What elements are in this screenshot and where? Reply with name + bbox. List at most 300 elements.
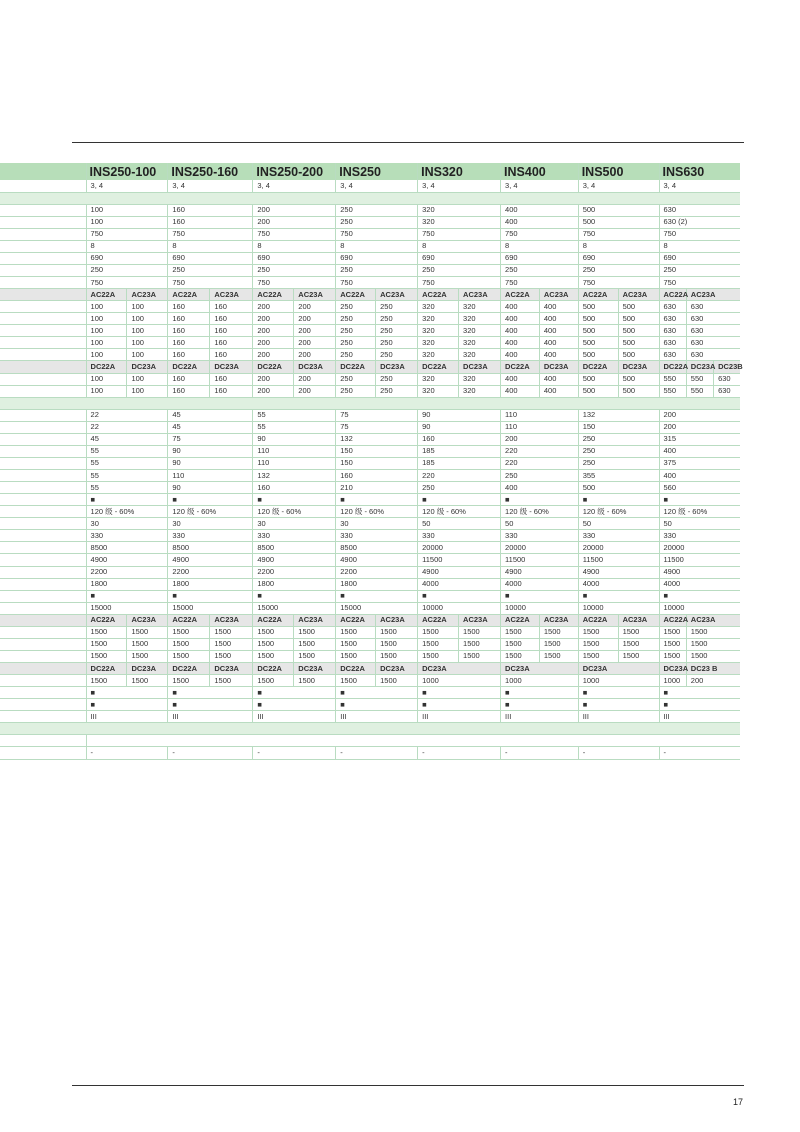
table-cell: 750 bbox=[168, 277, 253, 289]
table-cell: 330 bbox=[578, 530, 659, 542]
table-cell: 1500 bbox=[253, 638, 294, 650]
table-cell: 55 bbox=[253, 409, 336, 421]
table-cell: 160 bbox=[168, 216, 253, 228]
table-cell: 315 bbox=[659, 433, 740, 445]
table-header bbox=[0, 163, 740, 180]
table-cell: 100 bbox=[86, 313, 127, 325]
table-cell: 8 bbox=[418, 240, 501, 252]
table-cell: 375 bbox=[659, 457, 740, 469]
table-cell: 1500 bbox=[210, 626, 253, 638]
table-row bbox=[0, 554, 740, 566]
table-cell: 400 bbox=[501, 313, 540, 325]
table-cell: 110 bbox=[253, 445, 336, 457]
row-label bbox=[0, 506, 86, 518]
table-cell: 200 bbox=[253, 313, 294, 325]
top-rule bbox=[72, 142, 744, 143]
table-cell: 250 bbox=[376, 325, 418, 337]
row-label bbox=[0, 650, 86, 662]
page-number: 17 bbox=[732, 1097, 743, 1107]
table-cell: AC23A bbox=[539, 289, 578, 301]
table-cell: 750 bbox=[501, 228, 579, 240]
row-label bbox=[0, 421, 86, 433]
table-cell: 250 bbox=[86, 264, 168, 276]
table-cell: 250 bbox=[336, 349, 376, 361]
table-row bbox=[0, 518, 740, 530]
table-cell: AC22A bbox=[501, 289, 540, 301]
row-label bbox=[0, 180, 86, 192]
table-cell: 132 bbox=[578, 409, 659, 421]
model-header: INS630 bbox=[659, 163, 740, 180]
table-cell: 100 bbox=[127, 373, 168, 385]
table-cell: 200 bbox=[659, 409, 740, 421]
table-cell: DC23A bbox=[501, 663, 579, 675]
table-cell: 120 级 - 60% bbox=[659, 506, 740, 518]
table-cell: DC22A bbox=[418, 361, 459, 373]
table-cell: AC23A bbox=[127, 614, 168, 626]
section-band bbox=[0, 192, 740, 204]
table-cell: AC22A bbox=[336, 614, 376, 626]
table-cell: ■ bbox=[168, 699, 253, 711]
table-cell: DC22A bbox=[168, 361, 210, 373]
table-cell: 15000 bbox=[253, 602, 336, 614]
table-cell: III bbox=[501, 711, 579, 723]
row-label bbox=[0, 626, 86, 638]
row-label bbox=[0, 228, 86, 240]
table-cell: 1500 bbox=[336, 650, 376, 662]
table-cell: 400 bbox=[501, 482, 579, 494]
row-label bbox=[0, 204, 86, 216]
table-cell: 210 bbox=[336, 482, 418, 494]
table-cell: 500 bbox=[618, 373, 659, 385]
table-cell: 320 bbox=[459, 325, 501, 337]
table-cell: 500 bbox=[618, 385, 659, 397]
table-cell: 320 bbox=[418, 325, 459, 337]
table-cell: AC23A bbox=[376, 289, 418, 301]
table-cell: 4000 bbox=[501, 578, 579, 590]
table-cell: 11500 bbox=[578, 554, 659, 566]
row-label bbox=[0, 301, 86, 313]
table-cell: DC22A bbox=[336, 663, 376, 675]
table-cell: 8500 bbox=[168, 542, 253, 554]
table-cell: 10000 bbox=[418, 602, 501, 614]
table-cell: 50 bbox=[418, 518, 501, 530]
table-cell: 1500 bbox=[418, 638, 459, 650]
table-cell: 1500 bbox=[539, 650, 578, 662]
table-cell: DC23A bbox=[127, 663, 168, 675]
table-cell: 400 bbox=[501, 216, 579, 228]
table-row bbox=[0, 506, 740, 518]
table-cell: 250 bbox=[253, 264, 336, 276]
table-cell: ■ bbox=[659, 699, 740, 711]
table-cell: 500 bbox=[618, 325, 659, 337]
table-cell: 4900 bbox=[336, 554, 418, 566]
table-cell: III bbox=[168, 711, 253, 723]
table-cell: 160 bbox=[210, 325, 253, 337]
table-cell: ■ bbox=[659, 494, 740, 506]
table-cell: 1500 bbox=[578, 638, 618, 650]
table-cell: 1500 bbox=[686, 638, 740, 650]
table-cell: 750 bbox=[501, 277, 579, 289]
table-cell: 220 bbox=[501, 445, 579, 457]
table-cell: 630 bbox=[714, 373, 740, 385]
table-cell: 120 级 - 60% bbox=[86, 506, 168, 518]
table-cell: 45 bbox=[168, 421, 253, 433]
row-label bbox=[0, 578, 86, 590]
table-cell: 250 bbox=[336, 264, 418, 276]
table-cell: DC23B bbox=[714, 361, 740, 373]
table-cell: 200 bbox=[294, 349, 336, 361]
table-cell: 630 bbox=[686, 337, 740, 349]
row-label bbox=[0, 163, 86, 180]
table-cell: AC23A bbox=[686, 289, 740, 301]
table-cell: DC23A bbox=[376, 361, 418, 373]
table-cell: 90 bbox=[168, 482, 253, 494]
table-cell: 690 bbox=[86, 252, 168, 264]
table-cell: 200 bbox=[253, 349, 294, 361]
table-cell: 1500 bbox=[168, 626, 210, 638]
table-row bbox=[0, 337, 740, 349]
table-cell: AC23A bbox=[459, 614, 501, 626]
table-cell: ■ bbox=[418, 590, 501, 602]
table-cell: 320 bbox=[418, 385, 459, 397]
table-cell: 200 bbox=[253, 325, 294, 337]
row-label bbox=[0, 289, 86, 301]
row-label bbox=[0, 264, 86, 276]
table-cell: 11500 bbox=[659, 554, 740, 566]
table-cell: 250 bbox=[659, 264, 740, 276]
row-label bbox=[0, 252, 86, 264]
table-cell: 250 bbox=[418, 264, 501, 276]
table-cell: III bbox=[253, 711, 336, 723]
table-cell: 1500 bbox=[86, 626, 127, 638]
table-cell: 45 bbox=[86, 433, 168, 445]
table-cell: 1500 bbox=[210, 650, 253, 662]
table-cell: 1500 bbox=[210, 675, 253, 687]
table-cell: 55 bbox=[86, 482, 168, 494]
row-label bbox=[0, 590, 86, 602]
table-cell: 550 bbox=[686, 385, 713, 397]
table-cell: 160 bbox=[210, 313, 253, 325]
table-cell: 90 bbox=[418, 421, 501, 433]
row-label bbox=[0, 240, 86, 252]
table-cell: 1800 bbox=[86, 578, 168, 590]
table-cell: 1500 bbox=[459, 638, 501, 650]
table-cell: 200 bbox=[253, 385, 294, 397]
table-cell: 690 bbox=[168, 252, 253, 264]
table-row bbox=[0, 204, 740, 216]
table-cell: AC22A bbox=[86, 289, 127, 301]
table-cell: 330 bbox=[659, 530, 740, 542]
table-row bbox=[0, 735, 740, 747]
table-cell: 630 bbox=[659, 301, 686, 313]
table-cell: 4000 bbox=[659, 578, 740, 590]
table-cell: 11500 bbox=[501, 554, 579, 566]
table-cell: 1500 bbox=[659, 626, 686, 638]
table-cell: 250 bbox=[501, 264, 579, 276]
table-cell: 200 bbox=[253, 204, 336, 216]
table-cell: 630 bbox=[686, 325, 740, 337]
table-cell: 20000 bbox=[659, 542, 740, 554]
row-label bbox=[0, 277, 86, 289]
table-cell: 550 bbox=[686, 373, 713, 385]
table-cell: 132 bbox=[253, 470, 336, 482]
table-cell: 30 bbox=[168, 518, 253, 530]
table-cell: 750 bbox=[86, 228, 168, 240]
table-cell: 690 bbox=[578, 252, 659, 264]
table-cell: AC23A bbox=[127, 289, 168, 301]
table-cell: 1500 bbox=[294, 650, 336, 662]
table-cell: 100 bbox=[86, 216, 168, 228]
table-cell: 160 bbox=[418, 433, 501, 445]
table-cell: ■ bbox=[659, 590, 740, 602]
table-cell: 1500 bbox=[539, 638, 578, 650]
table-cell: DC22A bbox=[86, 361, 127, 373]
table-cell: 160 bbox=[168, 313, 210, 325]
table-cell: 2200 bbox=[168, 566, 253, 578]
table-row bbox=[0, 349, 740, 361]
table-cell: 20000 bbox=[418, 542, 501, 554]
table-cell: 160 bbox=[336, 470, 418, 482]
table-cell: 1800 bbox=[253, 578, 336, 590]
table-cell: 400 bbox=[539, 301, 578, 313]
table-cell: 500 bbox=[578, 482, 659, 494]
table-cell: AC23A bbox=[459, 289, 501, 301]
table-cell: DC22A bbox=[168, 663, 210, 675]
table-cell: 400 bbox=[501, 373, 540, 385]
table-cell: 132 bbox=[336, 433, 418, 445]
table-cell: AC22A bbox=[659, 614, 686, 626]
table-cell: 1500 bbox=[578, 626, 618, 638]
row-label bbox=[0, 482, 86, 494]
table-cell: 750 bbox=[336, 228, 418, 240]
table-cell: 55 bbox=[86, 457, 168, 469]
table-cell: 160 bbox=[168, 204, 253, 216]
table-cell: ■ bbox=[253, 590, 336, 602]
table-cell: 4900 bbox=[501, 566, 579, 578]
table-cell: 320 bbox=[418, 204, 501, 216]
table-cell: 355 bbox=[578, 470, 659, 482]
table-cell: 100 bbox=[86, 337, 127, 349]
table-cell: 400 bbox=[659, 445, 740, 457]
table-cell: 330 bbox=[418, 530, 501, 542]
row-label bbox=[0, 723, 86, 735]
table-row bbox=[0, 264, 740, 276]
table-row bbox=[0, 638, 740, 650]
table-row bbox=[0, 421, 740, 433]
table-cell: 8 bbox=[659, 240, 740, 252]
table-cell: 90 bbox=[168, 457, 253, 469]
table-cell: 1500 bbox=[539, 626, 578, 638]
table-cell: 250 bbox=[336, 216, 418, 228]
table-cell: 3, 4 bbox=[168, 180, 253, 192]
table-row bbox=[0, 566, 740, 578]
table-cell: 1500 bbox=[659, 650, 686, 662]
table-cell: ■ bbox=[86, 590, 168, 602]
table-cell: ■ bbox=[86, 699, 168, 711]
table-cell: 4900 bbox=[659, 566, 740, 578]
table-cell: 200 bbox=[253, 373, 294, 385]
row-label bbox=[0, 675, 86, 687]
table-cell: 1500 bbox=[294, 638, 336, 650]
table-cell: 1500 bbox=[86, 638, 127, 650]
table-row bbox=[0, 578, 740, 590]
table-cell: 400 bbox=[539, 337, 578, 349]
table-cell: 1500 bbox=[253, 626, 294, 638]
table-cell: DC22A bbox=[253, 663, 294, 675]
table-cell: ■ bbox=[336, 687, 418, 699]
table-cell: 630 bbox=[659, 313, 686, 325]
table-cell: 690 bbox=[501, 252, 579, 264]
model-header: INS250-100 bbox=[86, 163, 168, 180]
row-label bbox=[0, 445, 86, 457]
table-cell: 200 bbox=[253, 301, 294, 313]
table-cell: 1500 bbox=[578, 650, 618, 662]
row-label bbox=[0, 614, 86, 626]
table-cell: 250 bbox=[336, 337, 376, 349]
table-cell: 75 bbox=[336, 409, 418, 421]
table-cell: 50 bbox=[578, 518, 659, 530]
table-cell: ■ bbox=[501, 590, 579, 602]
row-label bbox=[0, 361, 86, 373]
table-cell: AC23A bbox=[294, 289, 336, 301]
table-cell: 200 bbox=[659, 421, 740, 433]
table-cell: 250 bbox=[578, 433, 659, 445]
table-cell: 750 bbox=[253, 228, 336, 240]
model-header: INS400 bbox=[501, 163, 579, 180]
table-cell: III bbox=[578, 711, 659, 723]
table-cell: 320 bbox=[459, 385, 501, 397]
row-label bbox=[0, 373, 86, 385]
table-cell: 4900 bbox=[578, 566, 659, 578]
table-cell: 1500 bbox=[253, 650, 294, 662]
model-header: INS320 bbox=[418, 163, 501, 180]
table-cell: 110 bbox=[168, 470, 253, 482]
table-cell: 250 bbox=[336, 385, 376, 397]
section-band-cell bbox=[86, 397, 740, 409]
table-cell: 320 bbox=[418, 216, 501, 228]
table-row bbox=[0, 602, 740, 614]
table-cell: 1500 bbox=[336, 638, 376, 650]
table-row bbox=[0, 626, 740, 638]
table-cell: 4900 bbox=[168, 554, 253, 566]
section-band-cell bbox=[86, 192, 740, 204]
blank-cell bbox=[86, 735, 740, 747]
row-label bbox=[0, 554, 86, 566]
table-row bbox=[0, 325, 740, 337]
table-cell: 100 bbox=[127, 337, 168, 349]
table-cell: 3, 4 bbox=[578, 180, 659, 192]
row-label bbox=[0, 663, 86, 675]
table-cell: DC23A bbox=[294, 663, 336, 675]
table-cell: 1000 bbox=[418, 675, 501, 687]
table-cell: 250 bbox=[336, 373, 376, 385]
table-cell: 1500 bbox=[336, 626, 376, 638]
table-cell: 100 bbox=[127, 301, 168, 313]
table-cell: 160 bbox=[210, 349, 253, 361]
table-cell: 110 bbox=[501, 409, 579, 421]
table-cell: ■ bbox=[578, 590, 659, 602]
table-cell: 75 bbox=[336, 421, 418, 433]
table-cell: 200 bbox=[253, 337, 294, 349]
table-cell: 185 bbox=[418, 457, 501, 469]
table-cell: III bbox=[86, 711, 168, 723]
table-cell: 750 bbox=[659, 277, 740, 289]
table-cell: 220 bbox=[501, 457, 579, 469]
table-cell: 75 bbox=[168, 433, 253, 445]
table-cell: AC22A bbox=[253, 289, 294, 301]
table-cell: AC22A bbox=[418, 289, 459, 301]
table-cell: 100 bbox=[127, 313, 168, 325]
table-cell: AC23A bbox=[618, 614, 659, 626]
table-cell: 200 bbox=[294, 313, 336, 325]
table-cell: 320 bbox=[459, 349, 501, 361]
table-cell: 630 (2) bbox=[659, 216, 740, 228]
table-cell: 100 bbox=[127, 349, 168, 361]
table-cell: 630 bbox=[659, 349, 686, 361]
table-cell: 90 bbox=[168, 445, 253, 457]
table-cell: 400 bbox=[659, 470, 740, 482]
table-cell: 320 bbox=[459, 337, 501, 349]
table-cell: 8500 bbox=[86, 542, 168, 554]
table-cell: 250 bbox=[376, 313, 418, 325]
table-cell: 160 bbox=[210, 385, 253, 397]
table-cell: 4900 bbox=[86, 554, 168, 566]
table-cell: ■ bbox=[418, 699, 501, 711]
row-label bbox=[0, 747, 86, 759]
row-label bbox=[0, 699, 86, 711]
table-cell: 1500 bbox=[86, 650, 127, 662]
table-cell: 160 bbox=[168, 349, 210, 361]
table-cell: 500 bbox=[578, 216, 659, 228]
table-cell: 690 bbox=[253, 252, 336, 264]
section-band bbox=[0, 397, 740, 409]
table-cell: 2200 bbox=[86, 566, 168, 578]
table-cell: AC22A bbox=[578, 614, 618, 626]
table-cell: - bbox=[578, 747, 659, 759]
table-cell: 1500 bbox=[127, 638, 168, 650]
table-cell: 250 bbox=[336, 325, 376, 337]
table-cell: AC22A bbox=[86, 614, 127, 626]
table-cell: 690 bbox=[659, 252, 740, 264]
model-header: INS250-200 bbox=[253, 163, 336, 180]
table-cell: 750 bbox=[336, 277, 418, 289]
table-cell: 220 bbox=[418, 470, 501, 482]
row-label bbox=[0, 530, 86, 542]
row-label bbox=[0, 518, 86, 530]
table-cell: 1500 bbox=[127, 650, 168, 662]
table-cell: 330 bbox=[253, 530, 336, 542]
table-cell: 4000 bbox=[578, 578, 659, 590]
table-cell: 250 bbox=[578, 445, 659, 457]
row-label bbox=[0, 313, 86, 325]
table-cell: 320 bbox=[418, 373, 459, 385]
table-cell: 3, 4 bbox=[418, 180, 501, 192]
table-row bbox=[0, 252, 740, 264]
table-cell: 1500 bbox=[686, 626, 740, 638]
table-cell: DC23A bbox=[459, 361, 501, 373]
table-cell: 50 bbox=[501, 518, 579, 530]
table-cell: DC22A bbox=[501, 361, 540, 373]
table-cell: 3, 4 bbox=[86, 180, 168, 192]
table-cell: 20000 bbox=[578, 542, 659, 554]
table-cell: DC22A bbox=[336, 361, 376, 373]
table-cell: AC22A bbox=[168, 289, 210, 301]
table-cell: DC23 B bbox=[686, 663, 740, 675]
table-cell: 120 级 - 60% bbox=[168, 506, 253, 518]
table-cell: DC23A bbox=[418, 663, 501, 675]
table-row bbox=[0, 482, 740, 494]
table-cell: 8 bbox=[578, 240, 659, 252]
